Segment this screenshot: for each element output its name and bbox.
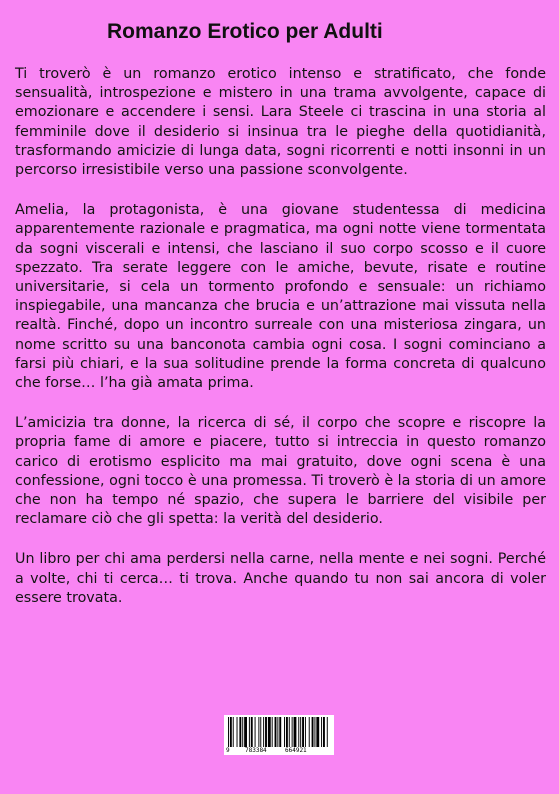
barcode-bar bbox=[327, 717, 328, 747]
barcode-bar bbox=[258, 717, 259, 747]
barcode-bar bbox=[286, 717, 288, 747]
barcode-bar bbox=[275, 717, 277, 747]
barcode-bar bbox=[237, 717, 238, 747]
barcode-bar bbox=[244, 717, 247, 747]
barcode-group-left: 783384 bbox=[245, 747, 267, 754]
barcode-bars bbox=[228, 717, 330, 747]
barcode-bar bbox=[277, 717, 278, 747]
barcode-bar bbox=[292, 717, 293, 747]
barcode-bar bbox=[294, 717, 297, 747]
barcode-bar bbox=[321, 717, 322, 747]
isbn-barcode bbox=[224, 715, 334, 755]
barcode-bar bbox=[260, 717, 261, 747]
back-cover-blurb bbox=[15, 65, 546, 629]
barcode-bar bbox=[284, 717, 285, 747]
blurb-paragraph-1: Ti troverò è un romanzo erotico intenso e stratificato, che fonde sensualità, introspezione e mistero in una trama avvolgente, capace di emozionare e accendere i sensi. Lara Steele ci trascina in una storia al femminile dove il desiderio si insinua tra le pieghe della quotidianità, trasformando amicizie di lunga data, sogni ricorrenti e notti insonni in un percorso irresistibile verso una passione sconvolgente. bbox=[15, 66, 546, 179]
barcode-bar bbox=[268, 717, 271, 747]
barcode-bar bbox=[316, 717, 319, 747]
barcode-bar bbox=[302, 717, 304, 747]
blurb-paragraph-2: Amelia, la protagonista, è una giovane studentessa di medicina apparentemente razionale e pragmatica, ma ogni notte viene tormentata da sogni viscerali e intensi, che lasciano il suo corpo scosso e il cuore spezzato. Tra serate leggere con le amiche, bevute, risate e routine universitarie, si cela un tormento profondo e sensuale: un richiamo inspiegabile, una mancanza che brucia e un’attrazione mai vissuta nella realtà. Finché, dopo un incontro surreale con una misteriosa zingara, un nome scritto su una banconota cambia ogni cosa. I sogni cominciano a farsi più chiari, e la sua solitudine prende la forma concreta di qualcuno che forse… l’ha già amata prima. bbox=[15, 202, 546, 392]
barcode-bar bbox=[263, 717, 264, 747]
barcode-bar bbox=[309, 717, 310, 747]
barcode-bar bbox=[242, 717, 243, 747]
blurb-paragraph-4: Un libro per chi ama perdersi nella carne, nella mente e nei sogni. Perché a volte, chi ti cerca… ti trova. Anche quando tu non sai ancora di voler essere trovata. bbox=[15, 551, 546, 606]
barcode-bar bbox=[279, 717, 281, 747]
blurb-paragraph-3: L’amicizia tra donne, la ricerca di sé, il corpo che scopre e riscopre la propria fame di amore e piacere, tutto si intreccia in questo romanzo carico di erotismo esplicito ma mai gratuito, dove ogni scena è una confessione, ogni tocco è una promessa. Ti troverò è la storia di un amore che non ha tempo né spazio, che supera le barriere del visibile per reclamare ciò che gli spetta: la verità del desiderio. bbox=[15, 415, 546, 528]
barcode-bar bbox=[298, 717, 299, 747]
barcode-bar bbox=[233, 717, 234, 747]
barcode-bar bbox=[249, 717, 250, 747]
barcode-bar bbox=[230, 717, 232, 747]
barcode-bar bbox=[323, 717, 325, 747]
barcode-bar bbox=[255, 717, 256, 747]
barcode-lead-digit: 9 bbox=[226, 747, 230, 754]
barcode-bar bbox=[239, 717, 241, 747]
book-title: Romanzo Erotico per Adulti bbox=[107, 20, 383, 43]
barcode-bar bbox=[300, 717, 301, 747]
barcode-bar bbox=[312, 717, 314, 747]
barcode-bar bbox=[251, 717, 253, 747]
barcode-bar bbox=[265, 717, 267, 747]
barcode-bar bbox=[228, 717, 229, 747]
barcode-bar bbox=[305, 717, 306, 747]
barcode-group-right: 664921 bbox=[285, 747, 307, 754]
barcode-bar bbox=[289, 717, 290, 747]
barcode-bar bbox=[314, 717, 315, 747]
barcode-bar bbox=[272, 717, 273, 747]
